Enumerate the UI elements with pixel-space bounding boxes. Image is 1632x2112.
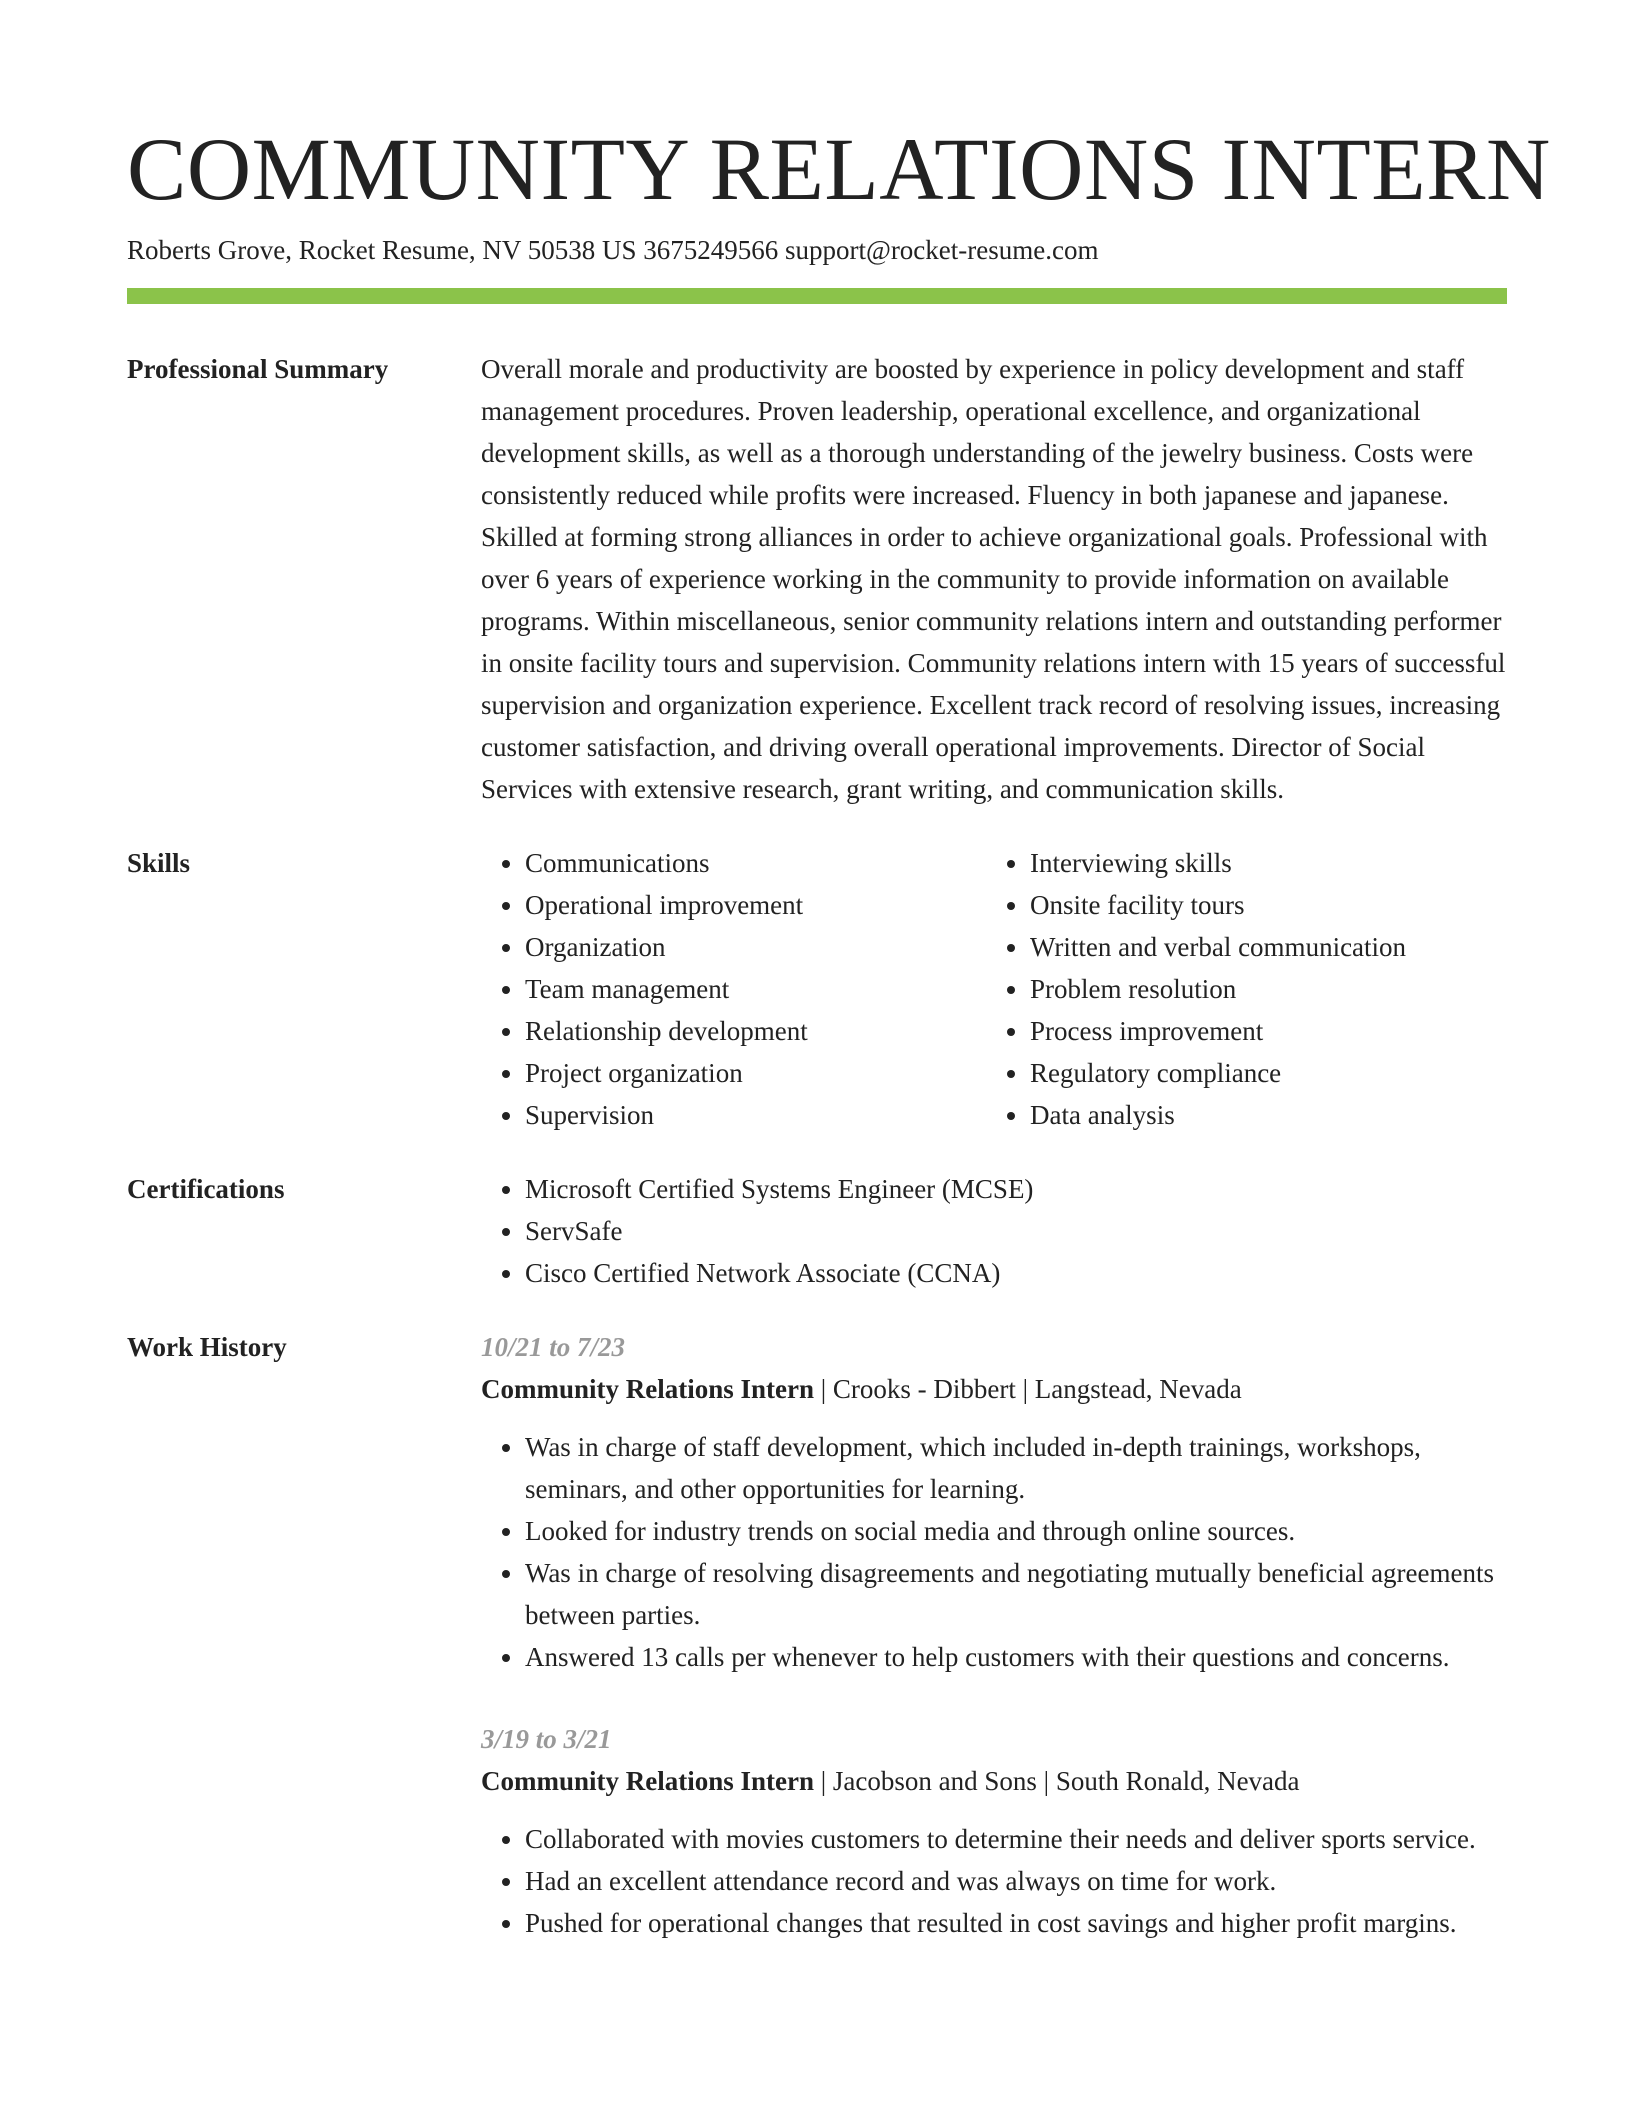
summary-text: Overall morale and productivity are boosted by experience in policy development and staff management procedures. Proven leadership, operational excellence, and organizational development skills, as well as a thorough understanding of the jewelry business. Costs were consistently reduced while profits were increased. Fluency in both japanese and japanese. Skilled at forming strong alliances in order to achieve organizational goals. Professional with over 6 years of experience working in the community to provide information on available programs. Within miscellaneous, senior community relations intern and outstanding performer in onsite facility tours and supervision. Community relations intern with 15 years of successful supervision and organization experience. Excellent track record of resolving issues, increasing customer satisfaction, and driving overall operational improvements. Director of Social Services with extensive research, grant writing, and communication skills. — [481, 354, 1506, 804]
skill-item: • Written and verbal communication — [1030, 926, 1491, 968]
skill-item: • Communications — [525, 842, 986, 884]
skill-item: • Supervision — [525, 1094, 986, 1136]
job-heading — [481, 1760, 1507, 1802]
certifications-section — [127, 1168, 1507, 1294]
work-history-heading: Work History — [127, 1332, 287, 1362]
job-dates: 3/19 to 3/21 — [481, 1724, 612, 1754]
certifications-list — [481, 1168, 1507, 1294]
skill-item: • Onsite facility tours — [1030, 884, 1491, 926]
job-entry — [481, 1326, 1507, 1678]
skill-item: • Regulatory compliance — [1030, 1052, 1491, 1094]
job-duty-item: • Collaborated with movies customers to determine their needs and deliver sports service. — [525, 1818, 1507, 1860]
accent-divider — [127, 288, 1507, 304]
job-dates: 10/21 to 7/23 — [481, 1332, 626, 1362]
summary-body — [481, 348, 1507, 810]
skills-column-left — [481, 842, 986, 1136]
skills-column-right — [986, 842, 1491, 1136]
skills-columns — [481, 842, 1507, 1136]
skill-item: • Problem resolution — [1030, 968, 1491, 1010]
work-history-body — [481, 1326, 1507, 1944]
skill-item: • Project organization — [525, 1052, 986, 1094]
skill-item: • Operational improvement — [525, 884, 986, 926]
job-duty-item: • Was in charge of resolving disagreements and negotiating mutually beneficial agreements between parties. — [525, 1552, 1507, 1636]
skill-item: • Organization — [525, 926, 986, 968]
resume-sections — [127, 348, 1507, 1944]
job-duty-item: • Was in charge of staff development, which included in-depth trainings, workshops, seminars, and other opportunities for learning. — [525, 1426, 1507, 1510]
job-title: Community Relations Intern — [481, 1374, 815, 1404]
skills-body — [481, 842, 1507, 1136]
skill-item: • Interviewing skills — [1030, 842, 1491, 884]
job-employer-location: | Jacobson and Sons | South Ronald, Nevada — [814, 1766, 1300, 1796]
job-duty-item: • Had an excellent attendance record and was always on time for work. — [525, 1860, 1507, 1902]
certification-item: • ServSafe — [525, 1210, 1507, 1252]
certification-item: • Microsoft Certified Systems Engineer (MCSE) — [525, 1168, 1507, 1210]
skill-item: • Relationship development — [525, 1010, 986, 1052]
skill-item: • Team management — [525, 968, 986, 1010]
job-duty-item: • Answered 13 calls per whenever to help customers with their questions and concerns. — [525, 1636, 1507, 1678]
job-employer-location: | Crooks - Dibbert | Langstead, Nevada — [814, 1374, 1242, 1404]
summary-heading: Professional Summary — [127, 354, 389, 384]
certifications-body — [481, 1168, 1507, 1294]
skill-item: • Process improvement — [1030, 1010, 1491, 1052]
work-history-section — [127, 1326, 1507, 1944]
job-title: Community Relations Intern — [481, 1766, 815, 1796]
skills-heading: Skills — [127, 848, 191, 878]
contact-line: Roberts Grove, Rocket Resume, NV 50538 US 3675249566 support@rocket-resume.com — [127, 235, 1099, 265]
skill-item: • Data analysis — [1030, 1094, 1491, 1136]
job-duties-list — [481, 1818, 1507, 1944]
job-entry — [481, 1718, 1507, 1944]
certifications-heading: Certifications — [127, 1174, 285, 1204]
skills-section — [127, 842, 1507, 1136]
summary-section — [127, 348, 1507, 810]
job-duties-list — [481, 1426, 1507, 1678]
job-duty-item: • Looked for industry trends on social media and through online sources. — [525, 1510, 1507, 1552]
job-duty-item: • Pushed for operational changes that resulted in cost savings and higher profit margins. — [525, 1902, 1507, 1944]
certification-item: • Cisco Certified Network Associate (CCNA) — [525, 1252, 1507, 1294]
job-heading — [481, 1368, 1507, 1410]
resume-title: COMMUNITY RELATIONS INTERN — [127, 121, 1551, 219]
